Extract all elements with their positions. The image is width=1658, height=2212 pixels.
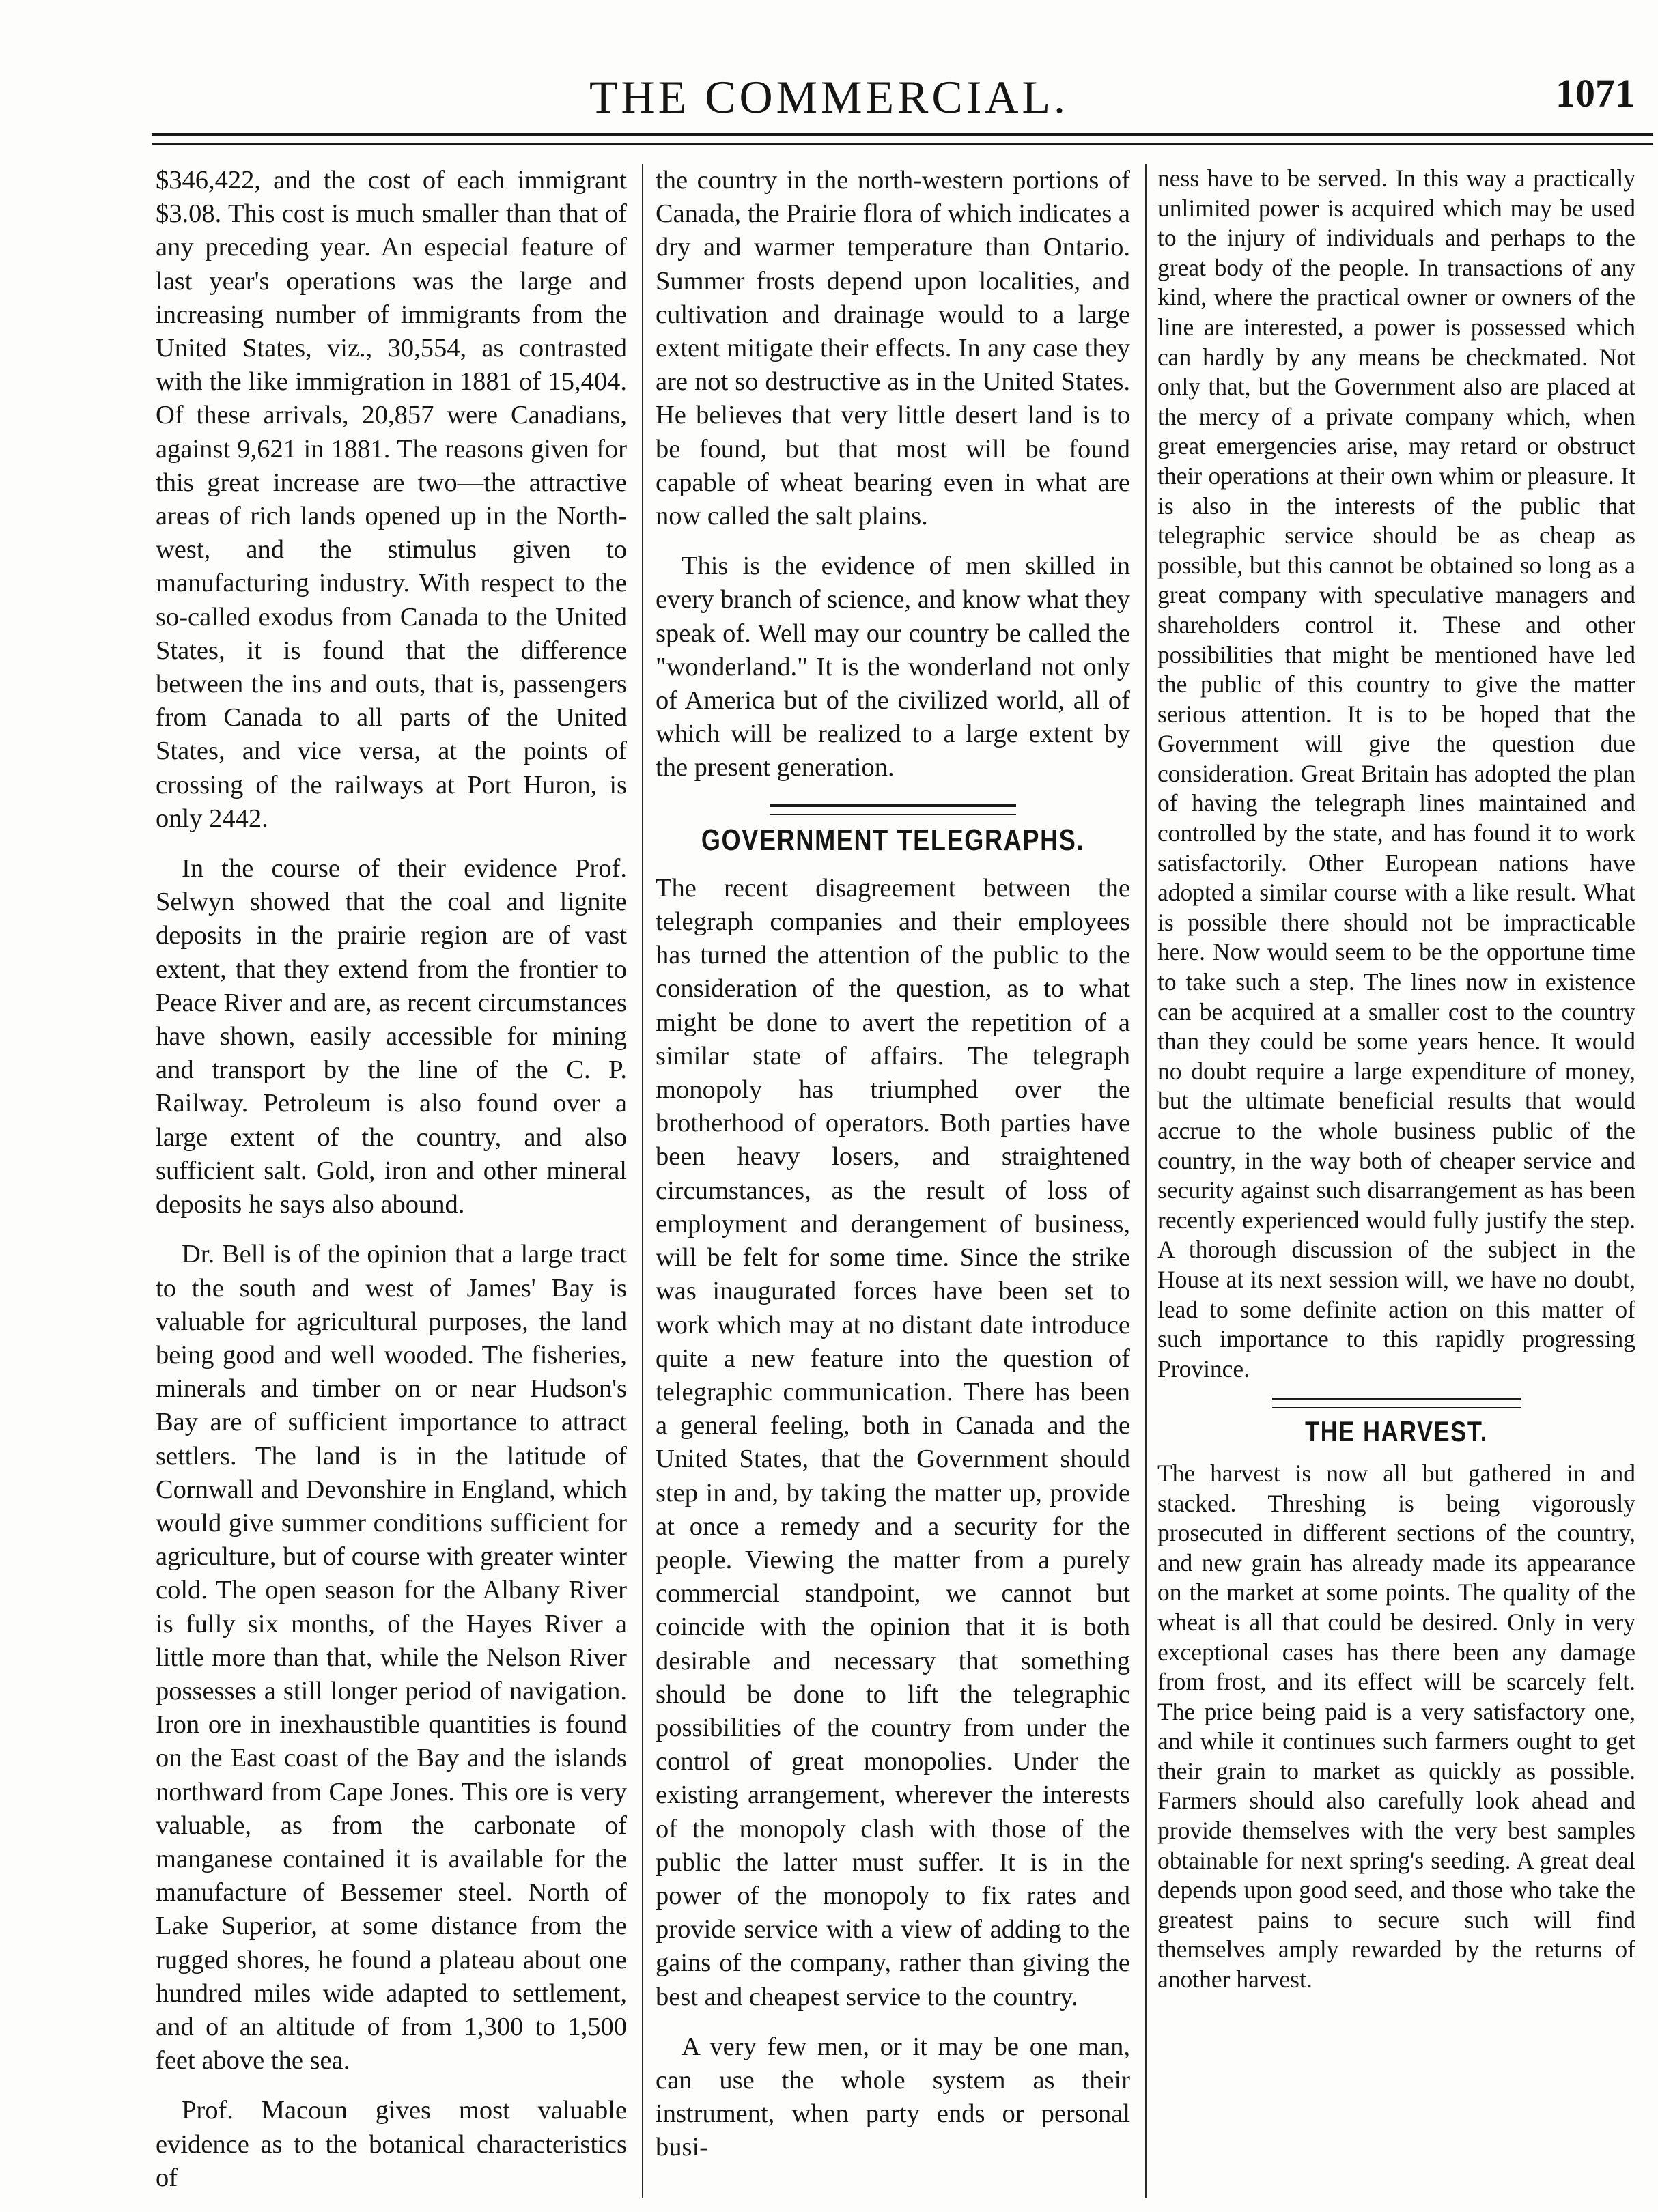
column-right bbox=[1157, 164, 1635, 2205]
column-middle bbox=[656, 164, 1130, 2205]
paragraph: the country in the north-western portions of Canada, the Prairie flora of which indicates a dry and warmer temperature than Ontario. Summer frosts depend upon localities, and cultivation and drainage would to a large extent mitigate their effects. In any case they are not so destructive as in the United States. He believes that very little desert land is to be found, but that most will be found capable of wheat bearing even in what are now called the salt plains. bbox=[656, 166, 1130, 531]
section-heading-harvest bbox=[1157, 1398, 1635, 1447]
section-title: THE HARVEST. bbox=[1305, 1415, 1488, 1448]
column-left bbox=[156, 164, 627, 2205]
paragraph: The harvest is now all but gathered in and stacked. Threshing is being vigorously prosecuted in different sections of the country, and new grain has already made its appearance on the market at some points. The quality of the wheat is all that could be desired. Only in very exceptional cases has there been any damage from frost, and its effect will be scarcely felt. The price being paid is a very satisfactory one, and while it continues such farmers ought to get their grain to market as quickly as possible. Farmers should also carefully look ahead and provide themselves with the very best samples obtainable for next spring's seeding. A great deal depends upon good seed, and those who take the greatest pains to secure such will find themselves amply rewarded by the returns of another harvest. bbox=[1157, 1459, 1635, 1994]
paragraph: A very few men, or it may be one man, can use the whole system as their instrument, when party ends or personal busi- bbox=[656, 2032, 1130, 2162]
section-title: GOVERNMENT TELEGRAPHS. bbox=[701, 823, 1085, 857]
paragraph: Dr. Bell is of the opinion that a large tract to the south and west of James' Bay is valuable for agricultural purposes, the land being good and well wooded. The fisheries, minerals and timber on or near Hudson's Bay are of sufficient importance to attract settlers. The land is in the latitude of Cornwall and Devonshire in England, which would give summer conditions sufficient for agriculture, but of course with greater winter cold. The open season for the Albany River is fully six months, of the Hayes River a little more than that, while the Nelson River possesses a still longer period of navigation. Iron ore in inexhaustible quantities is found on the East coast of the Bay and the islands northward from Cape Jones. This ore is very valuable, as from the carbonate of manganese contained it is available for the manufacture of Bessemer steel. North of Lake Superior, at some distance from the rugged shores, he found a plateau about one hundred miles wide adapted to settlement, and of an altitude of from 1,300 to 1,500 feet above the sea. bbox=[156, 1240, 627, 2075]
header-rule-thick bbox=[152, 133, 1653, 136]
section-heading-telegraphs bbox=[656, 804, 1130, 857]
heading-rule bbox=[1272, 1398, 1521, 1408]
paragraph: Prof. Macoun gives most valuable evidence as to the botanical characteristics of bbox=[156, 2096, 627, 2192]
column-divider bbox=[642, 164, 643, 2198]
paragraph: In the course of their evidence Prof. Selwyn showed that the coal and lignite deposits in the prairie region are of vast extent, that they extend from the frontier to Peace River and are, as recent circumstances have shown, easily accessible for mining and transport by the line of the C. P. Railway. Petroleum is also found over a large extent of the country, and also sufficient salt. Gold, iron and other mineral deposits he says also abound. bbox=[156, 854, 627, 1219]
masthead-title: THE COMMERCIAL. bbox=[589, 71, 1069, 123]
header-rule-thin bbox=[152, 143, 1653, 145]
paragraph: ness have to be served. In this way a practically unlimited power is acquired which may be used to the injury of individuals and perhaps to the great body of the people. In transactions of any kind, where the practical owner or owners of the line are interested, a power is possessed which can hardly by any means be checkmated. Not only that, but the Government also are placed at the mercy of a private company which, when great emergencies arise, may retard or obstruct their operations at their own whim or pleasure. It is also in the interests of the public that telegraphic service should be as cheap as possible, but this cannot be obtained so long as a great company with speculative managers and shareholders control it. These and other possibilities that might be mentioned have led the public of this country to give the matter serious attention. It is to be hoped that the Government will give the question due consideration. Great Britain has adopted the plan of having the telegraph lines maintained and controlled by the state, and has found it to work satisfactorily. Other European nations have adopted a similar course with a like result. What is possible there should not be impracticable here. Now would seem to be the opportune time to take such a step. The lines now in existence can be acquired at a smaller cost to the country than they could be some years hence. It would no doubt require a large expenditure of money, but the ultimate beneficial results that would accrue to the whole business public of the country, in the way both of cheaper service and security against such disarrangement as has been recently experienced would fully justify the step. A thorough discussion of the subject in the House at its next session will, we have no doubt, lead to some definite action on this matter of such importance to this rapidly progressing Province. bbox=[1157, 165, 1635, 1382]
heading-rule bbox=[770, 804, 1016, 815]
page-number: 1071 bbox=[1556, 71, 1635, 115]
paragraph: $346,422, and the cost of each immigrant $3.08. This cost is much smaller than that of any preceding year. An especial feature of last year's operations was the large and increasing number of immigrants from the United States, viz., 30,554, as contrasted with the like immigration in 1881 of 15,404. Of these arrivals, 20,857 were Canadians, against 9,621 in 1881. The reasons given for this great increase are two—the attractive areas of rich lands opened up in the North-west, and the stimulus given to manufacturing industry. With respect to the so-called exodus from Canada to the United States, it is found that the difference between the ins and outs, that is, passengers from Canada to all parts of the United States, and vice versa, at the points of crossing of the railways at Port Huron, is only 2442. bbox=[156, 166, 627, 833]
page-header bbox=[0, 0, 1658, 143]
paragraph: The recent disagreement between the telegraph companies and their employees has turned the attention of the public to the consideration of the question, as to what might be done to avert the repetition of a similar state of affairs. The telegraph monopoly has triumphed over the brotherhood of operators. Both parties have been heavy losers, and straightened circumstances, as the result of loss of employment and derangement of business, will be felt for some time. Since the strike was inaugurated forces have been set to work which may at no distant date introduce quite a new feature into the question of telegraphic communication. There has been a general feeling, both in Canada and the United States, that the Government should step in and, by taking the matter up, provide at once a remedy and a security for the people. Viewing the matter from a purely commercial standpoint, we cannot but coincide with the opinion that it is both desirable and necessary that something should be done to lift the telegraphic possibilities of the country from under the control of great monopolies. Under the existing arrangement, wherever the interests of the monopoly clash with those of the public the latter must suffer. It is in the power of the monopoly to fix rates and provide service with a view of adding to the gains of the company, rather than giving the best and cheapest service to the country. bbox=[656, 873, 1130, 2011]
column-divider bbox=[1145, 164, 1147, 2198]
paragraph: This is the evidence of men skilled in every branch of science, and know what they speak of. Well may our country be called the "wonderland." It is the wonderland not only of America but of the civilized world, all of which will be realized to a large extent by the present generation. bbox=[656, 552, 1130, 782]
